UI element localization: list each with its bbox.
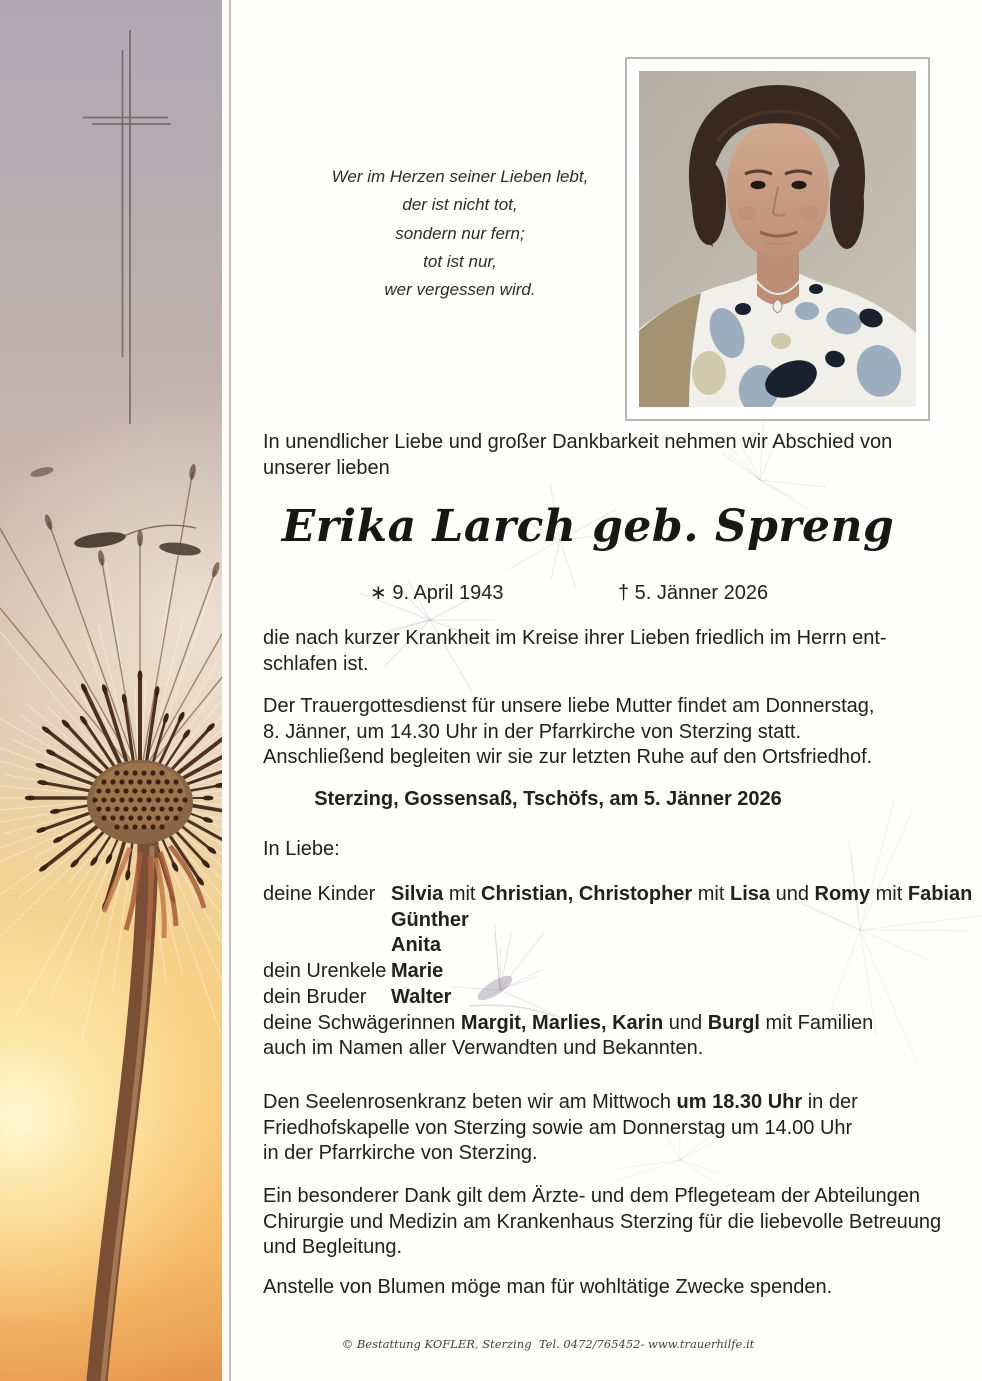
rosary-paragraph: Den Seelenrosenkranz beten wir am Mittwoch um 18.30 Uhr in der Friedhofskapelle von Sterzing sowie am Donnerstag um 14.00 Uhr in der Pfarrkirche von Sterzing.: [263, 1091, 858, 1165]
family-row: [263, 908, 972, 934]
family-row: [263, 985, 972, 1011]
death-date: † 5. Jänner 2026: [618, 582, 769, 604]
family-names: Silvia mit Christian, Christopher mit Lisa und Romy mit Fabian: [391, 883, 973, 905]
family-names: Marie: [391, 960, 444, 983]
family-names: Anita: [391, 934, 441, 957]
family-relation-label: deine Kinder: [263, 883, 376, 905]
cross-icon: [83, 30, 171, 424]
intro-text: In unendlicher Liebe und großer Dankbarkeit nehmen wir Abschied von unserer lieben: [263, 431, 893, 479]
deceased-photo: [639, 71, 916, 407]
passing-paragraph: die nach kurzer Krankheit im Kreise ihrer Lieben friedlich im Herrn ent- schlafen ist.: [263, 627, 887, 675]
photo-frame: [625, 57, 930, 421]
location-date-line: Sterzing, Gossensaß, Tschöfs, am 5. Jänner 2026: [314, 788, 782, 810]
donation-line: Anstelle von Blumen möge man für wohltätige Zwecke spenden.: [263, 1276, 833, 1298]
family-row: deine Schwägerinnen Margit, Marlies, Karin und Burgl mit Familien: [263, 1011, 874, 1034]
deceased-name: Erika Larch geb. Spreng: [281, 501, 895, 552]
family-row: auch im Namen aller Verwandten und Bekannten.: [263, 1037, 704, 1060]
floating-seeds: [29, 465, 201, 557]
family-list: [263, 882, 972, 1062]
family-row: [263, 959, 972, 985]
dandelion-illustration: [0, 0, 222, 1381]
family-relation-label: dein Bruder: [263, 985, 367, 1008]
left-photo-strip: [0, 0, 222, 1381]
funeral-home-credit: © Bestattung KOFLER, Sterzing Tel. 0472/765452- www.trauerhilfe.it: [341, 1337, 755, 1351]
family-relation-label: dein Urenkele: [263, 960, 387, 983]
memorial-poem: Wer im Herzen seiner Lieben lebt, der ist nicht tot, sondern nur fern; tot ist nur, wer vergessen wird.: [331, 167, 589, 300]
family-names: Walter: [391, 985, 452, 1008]
thanks-paragraph: Ein besonderer Dank gilt dem Ärzte- und dem Pflegeteam der Abteilungen Chirurgie und Medizin am Krankenhaus Sterzing für die liebevolle Betreuung und Begleitung.: [263, 1185, 942, 1259]
in-love-label: In Liebe:: [263, 838, 340, 860]
birth-date: ∗ 9. April 1943: [370, 582, 504, 604]
service-paragraph: Der Trauergottesdienst für unsere liebe Mutter findet am Donnerstag, 8. Jänner, um 14.30 Uhr in der Pfarrkirche von Sterzing statt. Anschließend begleiten wir sie zur letzten Ruhe auf den Ortsfriedhof.: [263, 695, 875, 769]
family-row: [263, 882, 972, 908]
strip-divider-line: [229, 0, 231, 1381]
family-row: [263, 933, 972, 959]
family-names: Günther: [391, 908, 469, 931]
